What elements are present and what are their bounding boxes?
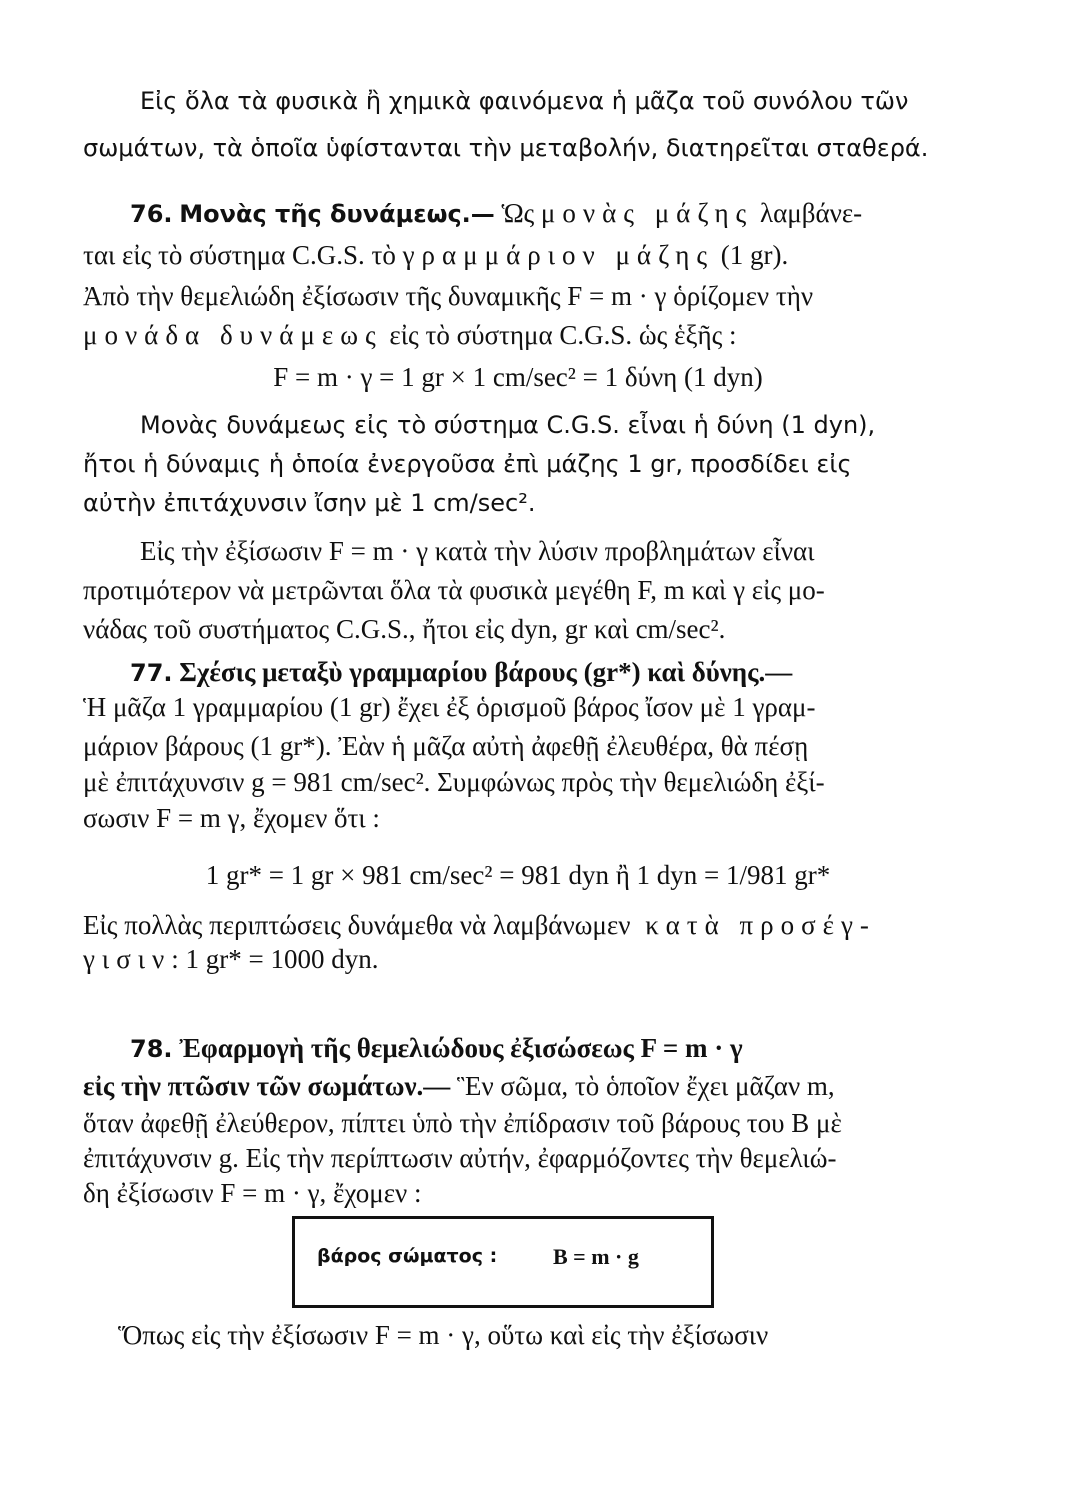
section-77-approx-line-2 [83,942,953,976]
weight-formula-label: βάρος σώματος : [317,1245,498,1267]
intro-line-2: σωμάτων, τὰ ὁποῖα ὑφίστανται τὴν μεταβολήν, διατηρεῖται σταθερά. [83,134,929,162]
section-77-line-1: Ἡ μᾶζα 1 γραμμαρίου (1 gr) ἔχει ἐξ ὁρισμοῦ βάρος ἴσον μὲ 1 γραμ- [83,692,816,722]
section-77-approx-result: : 1 gr* = 1000 dyn. [171,944,379,974]
section-76-note-1: Εἰς τὴν ἐξίσωσιν F = m · γ κατὰ τὴν λύσιν προβλημάτων εἶναι [140,536,815,566]
section-77-spaced-approximately: κατὰ προσέγ- [645,910,876,940]
section-76-line-2 [83,238,953,272]
section-76-definition-2: ἤτοι ἡ δύναμις ἡ ὁποία ἐνεργοῦσα ἐπὶ μάζης 1 gr, προσδίδει εἰς [83,450,852,478]
section-76-text-c: λαμβάνε- [760,198,863,228]
section-76-formula: F = m · γ = 1 gr × 1 cm/sec² = 1 δύνη (1 dyn) [273,362,763,392]
section-76-spaced-force-unit: μονάδα δυνάμεως [83,320,383,350]
section-76-line-2a: ται εἰς τὸ σύστημα C.G.S. τὸ [83,240,396,270]
section-77-line-4: σωσιν F = m γ, ἔχομεν ὅτι : [83,803,380,833]
section-76-line-2c: (1 gr). [720,240,789,270]
section-77-number: 77. [130,659,173,687]
section-78-title-2: εἰς τὴν πτῶσιν τῶν σωμάτων.— [83,1071,451,1101]
section-77-line-2: μάριον βάρους (1 gr*). Ἐὰν ἡ μᾶζα αὐτὴ ἀφεθῇ ἐλευθέρα, θὰ πέσῃ [83,731,809,761]
section-76-text-a: Ὡς [501,198,535,228]
section-77-approx-text: Εἰς πολλὰς περιπτώσεις δυνάμεθα νὰ λαμβάνωμεν [83,910,631,940]
section-78-text-start: Ἓν σῶμα, τὸ ὁποῖον ἔχει μᾶζαν m, [457,1071,835,1101]
section-76-note-2: προτιμότερον νὰ μετρῶνται ὅλα τὰ φυσικὰ μεγέθη F, m καὶ γ εἰς μο- [83,575,825,605]
section-78-heading-2 [83,1069,953,1103]
section-76-title: Μονὰς τῆς δυνάμεως.— [179,200,495,228]
section-78-last-line: Ὅπως εἰς τὴν ἐξίσωσιν F = m · γ, οὕτω καὶ εἰς τὴν ἐξίσωσιν [118,1320,769,1350]
section-76-spaced-mass-unit: μονὰς μάζης [540,198,754,228]
weight-formula-box [292,1216,714,1308]
section-78-number: 78. [130,1035,173,1063]
intro-line-1: Εἰς ὅλα τὰ φυσικὰ ἢ χημικὰ φαινόμενα ἡ μᾶζα τοῦ συνόλου τῶν [140,87,909,115]
section-76-note-3: νάδας τοῦ συστήματος C.G.S., ἤτοι εἰς dyn, gr καὶ cm/sec². [83,614,726,644]
section-76-spaced-gram: γραμμάριον μάζης [402,240,715,270]
section-76-number: 76. [130,200,173,228]
section-77-title: Σχέσις μεταξὺ γραμμαρίου βάρους (gr*) καὶ δύνης.— [179,657,793,687]
section-78-title-1: Ἐφαρμογὴ τῆς θεμελιώδους ἐξισώσεως F = m · γ [179,1033,743,1063]
weight-formula: B = m · g [553,1244,639,1269]
section-78-line-3: δη ἐξίσωσιν F = m · γ, ἔχομεν : [83,1178,422,1208]
section-76-heading-line [130,196,960,231]
section-77-spaced-approximately-end: γισιν [83,944,172,974]
section-76-definition-1: Μονὰς δυνάμεως εἰς τὸ σύστημα C.G.S. εἶναι ἡ δύνη (1 dyn), [140,411,876,439]
section-76-definition-3: αὐτὴν ἐπιτάχυνσιν ἴσην μὲ 1 cm/sec². [83,489,536,517]
section-77-heading [130,655,960,690]
section-78-line-2: ἐπιτάχυνσιν g. Εἰς τὴν περίπτωσιν αὐτήν, ἐφαρμόζοντες τὴν θεμελιώ- [83,1143,837,1173]
section-78-line-1: ὅταν ἀφεθῇ ἐλεύθερον, πίπτει ὑπὸ τὴν ἐπίδρασιν τοῦ βάρους του B μὲ [83,1108,842,1138]
section-76-line-3: Ἀπὸ τὴν θεμελιώδη ἐξίσωσιν τῆς δυναμικῆς F = m · γ ὁρίζομεν τὴν [83,281,814,311]
section-78-heading-1 [130,1031,960,1066]
section-77-formula: 1 gr* = 1 gr × 981 cm/sec² = 981 dyn ἢ 1 dyn = 1/981 gr* [205,860,831,890]
section-77-approx-line-1 [83,908,953,942]
section-76-line-4 [83,318,953,352]
section-77-line-3: μὲ ἐπιτάχυνσιν g = 981 cm/sec². Συμφώνως πρὸς τὴν θεμελιώδη ἐξί- [83,767,825,797]
section-76-line-4b: εἰς τὸ σύστημα C.G.S. ὡς ἑξῆς : [389,320,737,350]
